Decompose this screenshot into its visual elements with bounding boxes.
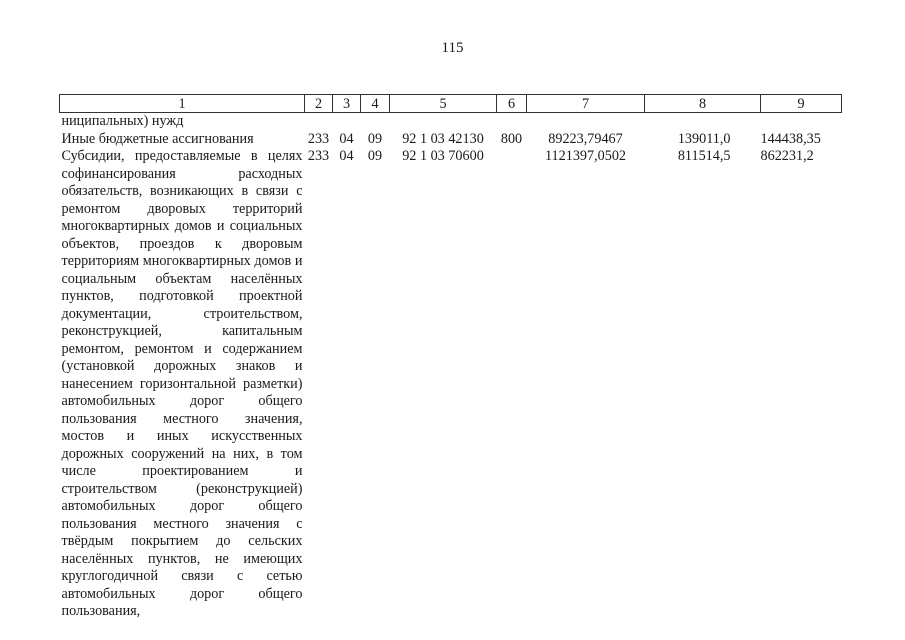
row-c6: 800: [500, 130, 523, 147]
row-c6: [497, 148, 527, 621]
row-c6: [497, 113, 527, 131]
row-c9: [761, 113, 842, 131]
header-col-9: 9: [761, 95, 842, 113]
table-row: [60, 131, 842, 149]
row-name: Иные бюджетные ассигнования: [61, 130, 254, 147]
row-name: Субсидии, предоставляемые в целях софинансирования расходных обязательств, возникающих в связи с ремонтом дворовых территорий многоквартирных домов и социальных объектов, проездов к дворовым территориям многоквартирных домов и социальным объектам населённых пунктов, подготовкой проектной документации, строительством, реконструкцией, капитальным ремонтом, ремонтом и содержанием (установкой дорожных знаков и нанесением горизонтальной разметки) автомобильных дорог общего пользования местного значения, мостов и иных искусственных дорожных сооружений на них, в том числе проектированием и строительством (реконструкцией) автомобильных дорог общего пользования местного значения с твёрдым покрытием до сельских населённых пунктов, не имеющих круглогодичной связи с сетью автомобильных дорог общего пользования,: [61, 148, 303, 619]
row-c3: [333, 113, 361, 131]
row-c3: 04: [339, 130, 354, 147]
row-c9: 144438,35: [760, 130, 821, 147]
header-col-1: 1: [60, 95, 305, 113]
row-c3: 04: [339, 148, 354, 164]
row-c7: [527, 113, 645, 131]
row-c4: [361, 113, 390, 131]
row-c2: 233: [307, 130, 330, 147]
table-header-row: [60, 95, 842, 113]
row-c2: 233: [307, 148, 330, 164]
header-col-4: 4: [361, 95, 390, 113]
row-c8: 139011,0: [677, 130, 731, 147]
header-col-2: 2: [305, 95, 333, 113]
row-c4: 09: [367, 130, 383, 147]
row-c4: 09: [367, 148, 383, 164]
row-c5: [390, 113, 497, 131]
table-row: [60, 113, 842, 131]
row-c7: 89223,79467: [548, 130, 623, 147]
page-number: 115: [441, 40, 464, 56]
table-row: [60, 148, 842, 621]
row-c8: [645, 113, 761, 131]
row-c8: 811514,5: [677, 148, 731, 164]
header-col-5: 5: [390, 95, 497, 113]
row-c9: 862231,2: [760, 148, 814, 164]
header-col-8: 8: [645, 95, 761, 113]
header-col-6: 6: [497, 95, 527, 113]
row-c5: 92 1 03 42130: [402, 130, 484, 147]
budget-table: [59, 94, 842, 621]
row-c7: 1121397,0502: [544, 148, 627, 164]
row-c5: 92 1 03 70600: [402, 148, 484, 164]
header-col-7: 7: [527, 95, 645, 113]
header-col-3: 3: [333, 95, 361, 113]
row-c2: [305, 113, 333, 131]
row-name: ниципальных) нужд: [61, 113, 184, 129]
